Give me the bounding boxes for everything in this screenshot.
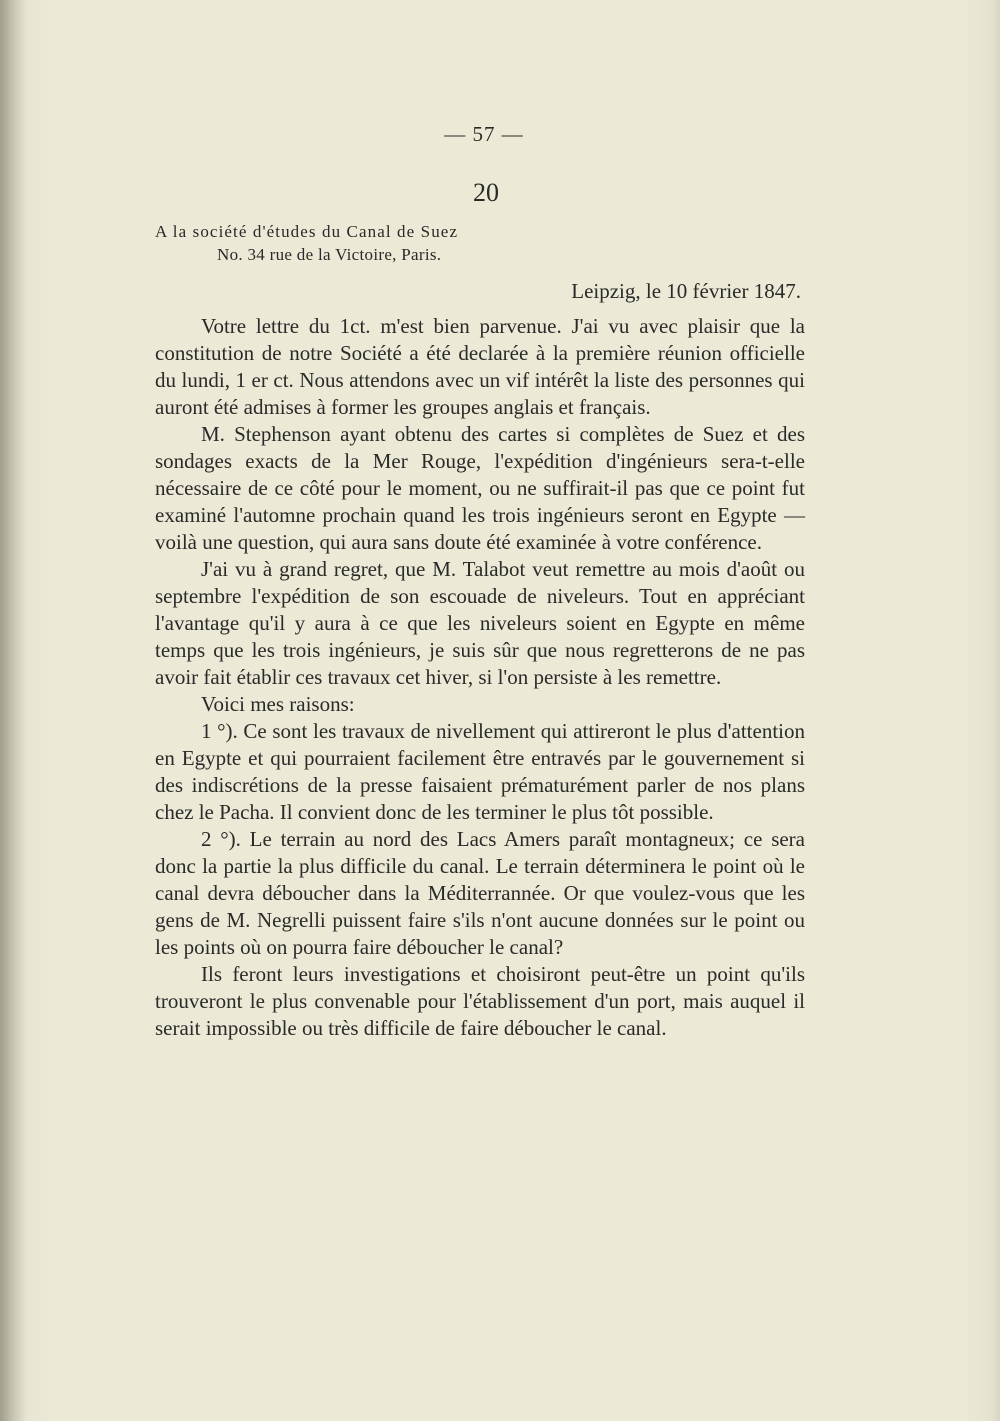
letter-dateline: Leipzig, le 10 février 1847. bbox=[571, 279, 801, 303]
paragraph: Votre lettre du 1ct. m'est bien parvenue. J'ai vu avec plaisir que la constitution de notre Société a été declarée à la première réunion officielle du lundi, 1 er ct. Nous attendons avec un vif intérêt la liste des personnes qui auront été admises à former les groupes anglais et français. bbox=[155, 314, 805, 419]
page-text-block bbox=[155, 118, 805, 1042]
page-number: — 57 — bbox=[444, 122, 524, 146]
page-gutter-shadow bbox=[0, 0, 26, 1421]
paragraph: M. Stephenson ayant obtenu des cartes si complètes de Suez et des sondages exacts de la Mer Rouge, l'expédition d'ingénieurs sera-t-elle nécessaire de ce côté pour le moment, ou ne suffirait-il pas que ce point fut examiné l'automne prochain quand les trois ingénieurs seront en Egypte — voilà une question, qui aura sans doute été examinée à votre conférence. bbox=[155, 422, 805, 554]
paragraph: Ils feront leurs investigations et choisiront peut-être un point qu'ils trouveront le plus convenable pour l'établissement d'un port, mais auquel il serait impossible ou très difficile de faire déboucher le canal. bbox=[155, 962, 805, 1040]
paragraph: 1 °). Ce sont les travaux de nivellement qui attireront le plus d'attention en Egypte et qui pourraient facilement être entravés par le gouvernement si des indiscrétions de la presse faisaient prématurément parler de nos plans chez le Pacha. Il convient donc de les terminer le plus tôt possible. bbox=[155, 719, 805, 824]
address-recipient: A la société d'études du Canal de Suez bbox=[155, 222, 459, 241]
letter-address bbox=[155, 220, 805, 266]
address-street: No. 34 rue de la Victoire, Paris. bbox=[217, 245, 442, 264]
paragraph: 2 °). Le terrain au nord des Lacs Amers paraît montagneux; ce sera donc la partie la plus difficile du canal. Le terrain déterminera le point où le canal devra déboucher dans la Méditerrannée. Or que voulez-vous que les gens de M. Negrelli puissent faire s'ils n'ont aucune données sur le point ou les points où on pourra faire déboucher le canal? bbox=[155, 827, 805, 959]
paragraph: J'ai vu à grand regret, que M. Talabot veut remettre au mois d'août ou septembre l'expédition de son escouade de niveleurs. Tout en appréciant l'avantage qu'il y aura à ce que les niveleurs soient en Egypte en même temps que les trois ingénieurs, je suis sûr que nous regretterons de ne pas avoir fait établir ces travaux cet hiver, si l'on persiste à les remettre. bbox=[155, 557, 805, 689]
document-number: 20 bbox=[473, 178, 499, 207]
paragraph: Voici mes raisons: bbox=[201, 692, 355, 716]
